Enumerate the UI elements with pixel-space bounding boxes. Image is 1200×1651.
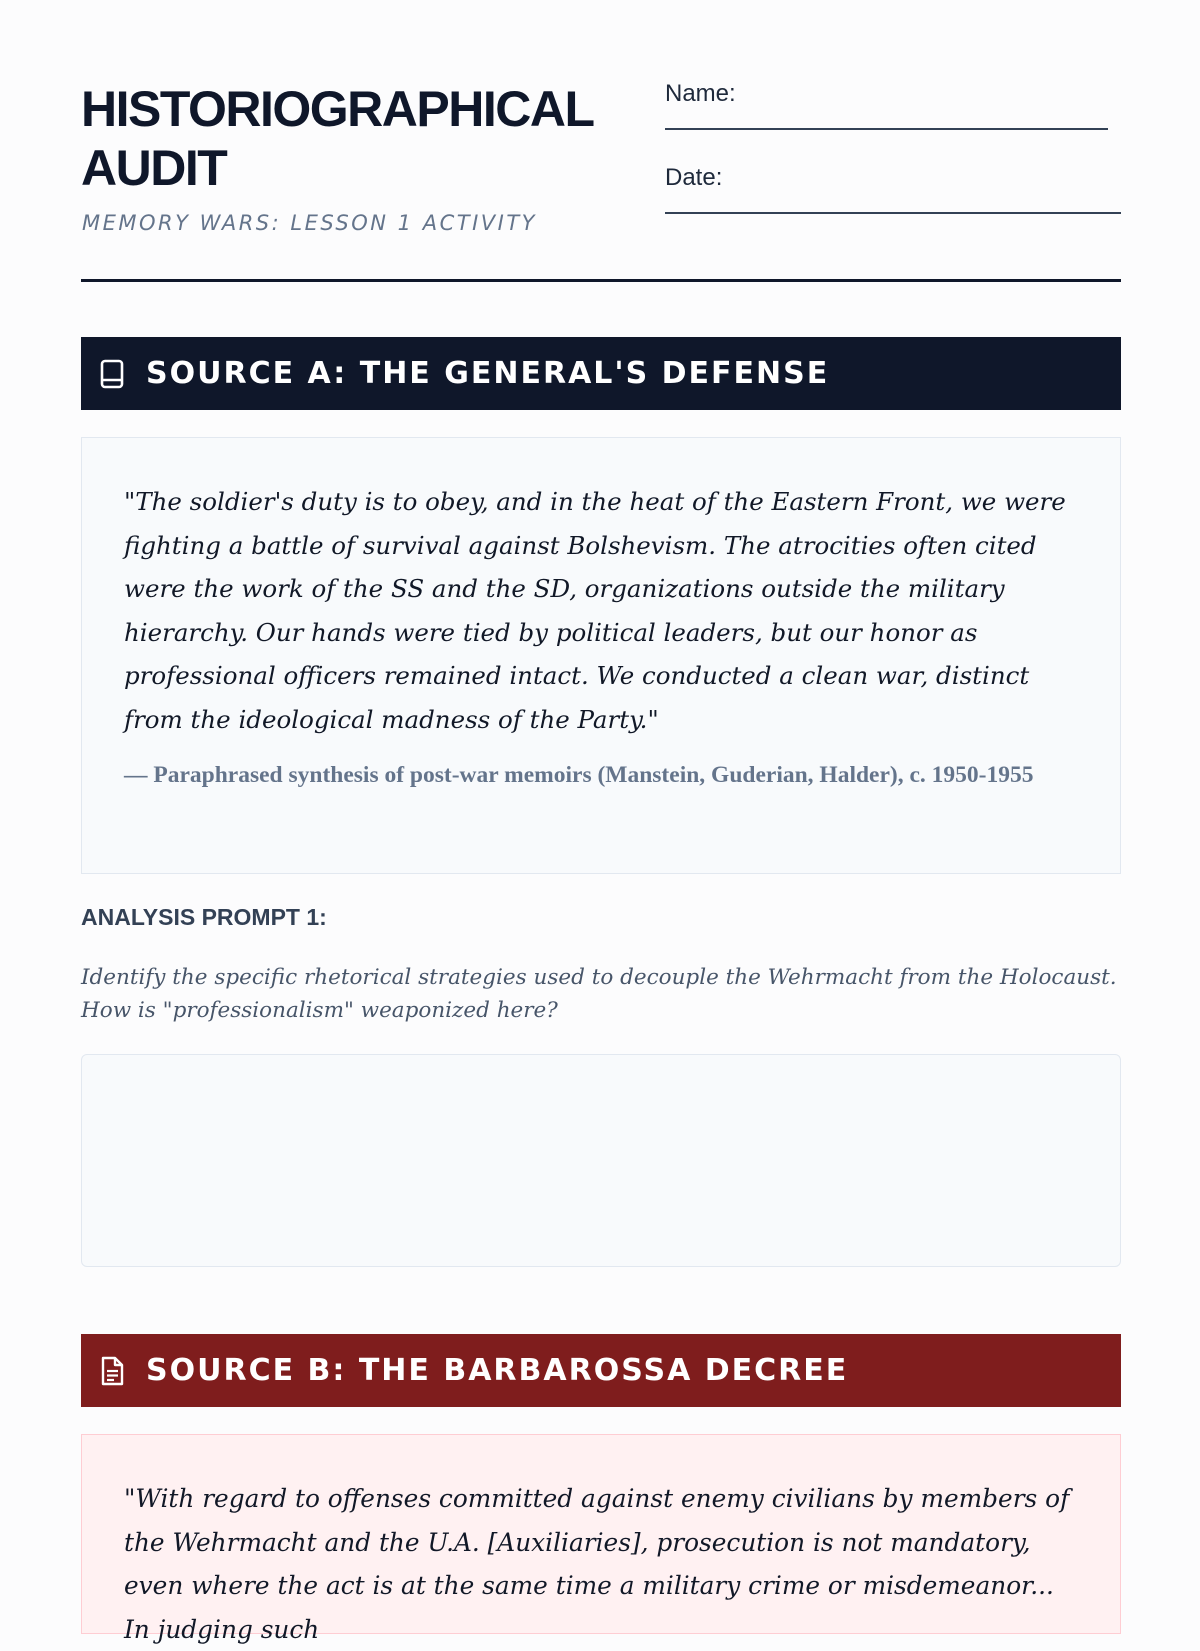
date-blank-line[interactable] bbox=[665, 212, 1121, 214]
title-line-1: HISTORIOGRAPHICAL bbox=[81, 81, 594, 137]
worksheet-subtitle: MEMORY WARS: LESSON 1 ACTIVITY bbox=[82, 211, 537, 235]
worksheet-header bbox=[81, 80, 1121, 284]
document-icon bbox=[97, 1356, 127, 1386]
source-a-attribution: — Paraphrased synthesis of post-war memoirs (Manstein, Guderian, Halder), c. 1950-1955 bbox=[124, 762, 1034, 788]
book-icon bbox=[97, 359, 127, 389]
header-divider bbox=[81, 279, 1121, 282]
name-label: Name: bbox=[665, 80, 736, 107]
source-a-quote-box bbox=[81, 437, 1121, 874]
analysis-prompt-1-label: ANALYSIS PROMPT 1: bbox=[81, 904, 327, 930]
source-a-quote: "The soldier's duty is to obey, and in the heat of the Eastern Front, we were fighting a battle of survival against Bolshevism. The atrocities often cited were the work of the SS and the SD, organizations outside the military hierarchy. Our hands were tied by political leaders, but our honor as professional officers remained intact. We conducted a clean war, distinct from the ideological madness of the Party." bbox=[124, 487, 1066, 734]
title-line-2: AUDIT bbox=[81, 140, 227, 196]
source-b-quote-box bbox=[81, 1434, 1121, 1644]
date-field bbox=[665, 164, 1121, 214]
source-a-title: SOURCE A: THE GENERAL'S DEFENSE bbox=[146, 356, 830, 391]
source-a-banner bbox=[81, 337, 1121, 410]
analysis-prompt-1-text: Identify the specific rhetorical strategies used to decouple the Wehrmacht from the Holocaust. How is "professionalism" weaponized here? bbox=[81, 965, 1117, 1023]
student-fields bbox=[665, 80, 1121, 191]
worksheet-title bbox=[81, 80, 641, 198]
source-b-title: SOURCE B: THE BARBAROSSA DECREE bbox=[146, 1353, 849, 1388]
source-b-banner bbox=[81, 1334, 1121, 1407]
name-field bbox=[665, 80, 1121, 130]
name-blank-line[interactable] bbox=[665, 128, 1108, 130]
analysis-prompt-1-answer[interactable] bbox=[81, 1054, 1121, 1267]
source-b-quote: "With regard to offenses committed against enemy civilians by members of the Wehrmacht and the U.A. [Auxiliaries], prosecution is not mandatory, even where the act is at the same time a military crime or misdemeanor... In judging such bbox=[124, 1484, 1070, 1644]
date-label: Date: bbox=[665, 164, 723, 191]
